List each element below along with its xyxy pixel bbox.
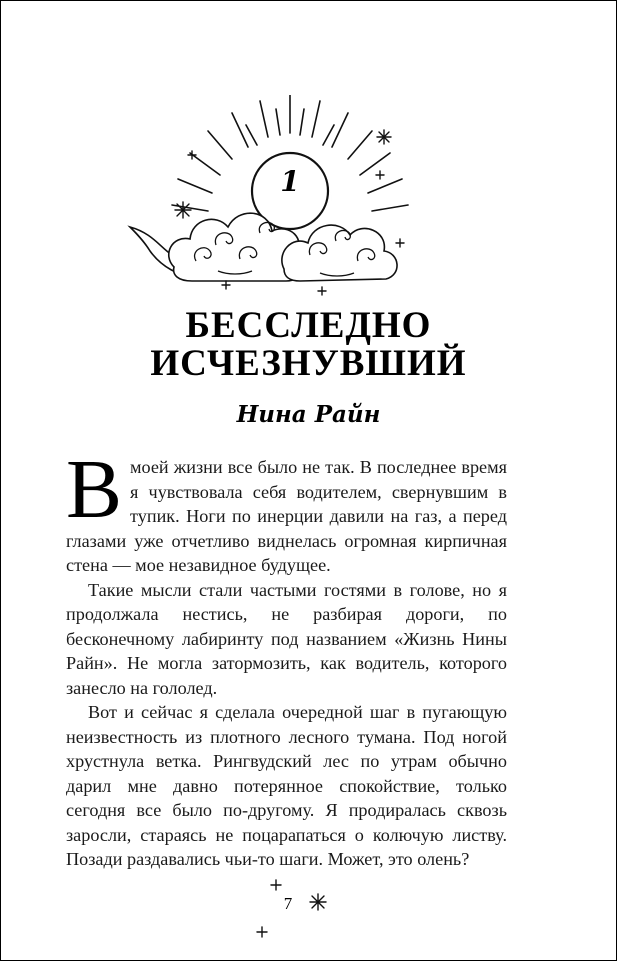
author-name: Нина Райн bbox=[236, 401, 381, 428]
paragraph bbox=[66, 443, 507, 578]
chapter-number: 1 bbox=[280, 165, 300, 198]
chapter-title bbox=[0, 307, 617, 383]
sun-cloud-ornament bbox=[100, 95, 430, 305]
chapter-title-line-1: БЕССЛЕДНО bbox=[185, 305, 432, 346]
chapter-title-line-2: ИСЧЕЗНУВШИЙ bbox=[150, 343, 467, 384]
page-number: 7 bbox=[283, 894, 293, 913]
chapter-body bbox=[66, 443, 507, 872]
paragraph: Такие мысли стали частыми гостями в голове, но я продолжала нестись, не разбирая дороги, по бесконечному лабиринту под названием «Жизнь Нины Райн». Не могла затормозить, как водитель, которого занесло на гололед. bbox=[66, 579, 507, 698]
paragraph: Вот и сейчас я сделала очередной шаг в пугающую неизвестность из плотного лесного тумана. Под ногой хрустнула ветка. Рингвудский лес по утрам обычно дарил мне давно потерянное спокойствие, только сегодня все было по-другому. Я продиралась сквозь заросли, стараясь не поцарапаться о колючую листву. Позади раздавались чьи-то шаги. Может, это олень? bbox=[66, 702, 507, 869]
paragraph-text: моей жизни все было не так. В последнее время я чувствовала себя водителем, свернувшим в тупик. Ноги по инерции давили на газ, а перед глазами уже отчетливо виднелась огромная кирпичная стена — мое незавидное будущее. bbox=[66, 457, 507, 575]
drop-cap: В bbox=[66, 443, 123, 536]
